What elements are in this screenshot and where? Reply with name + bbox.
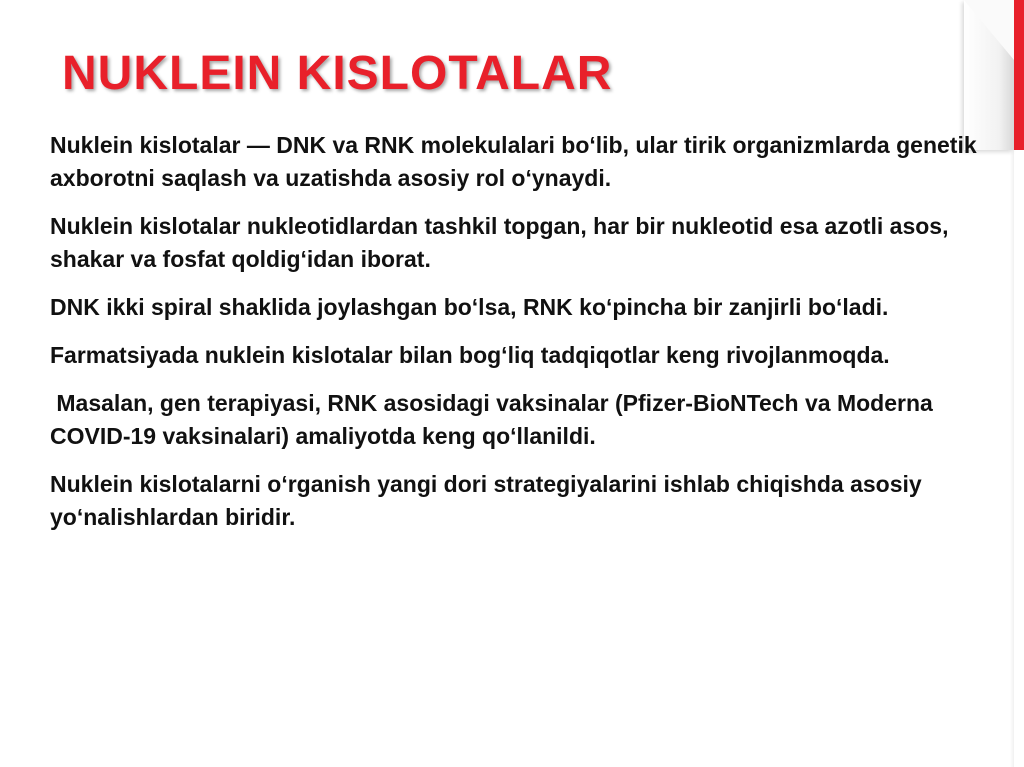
paragraph-2: Nuklein kislotalar nukleotidlardan tashkil topgan, har bir nukleotid esa azotli asos, shakar va fosfat qoldig‘idan iborat. (50, 213, 955, 272)
edge-shadow (1010, 150, 1014, 767)
accent-bar (1014, 0, 1024, 150)
page-curl-fold-decoration (964, 0, 1014, 60)
slide-body (50, 129, 990, 549)
paragraph-6: Nuklein kislotalarni o‘rganish yangi dori strategiyalarini ishlab chiqishda asosiy yo‘nalishlardan biridir. (50, 471, 929, 530)
paragraph-3: DNK ikki spiral shaklida joylashgan bo‘lsa, RNK ko‘pincha bir zanjirli bo‘ladi. (50, 294, 889, 320)
paragraph-1: Nuklein kislotalar — DNK va RNK molekulalari bo‘lib, ular tirik organizmlarda genetik axborotni saqlash va uzatishda asosiy rol o‘ynaydi. (50, 132, 984, 191)
paragraph-4: Farmatsiyada nuklein kislotalar bilan bog‘liq tadqiqotlar keng rivojlanmoqda. (50, 342, 890, 368)
slide-title: NUKLEIN KISLOTALAR (62, 47, 613, 100)
paragraph-5: Masalan, gen terapiyasi, RNK asosidagi vaksinalar (Pfizer-BioNTech va Moderna COVID-19 vaksinalari) amaliyotda keng qo‘llanildi. (50, 390, 940, 449)
